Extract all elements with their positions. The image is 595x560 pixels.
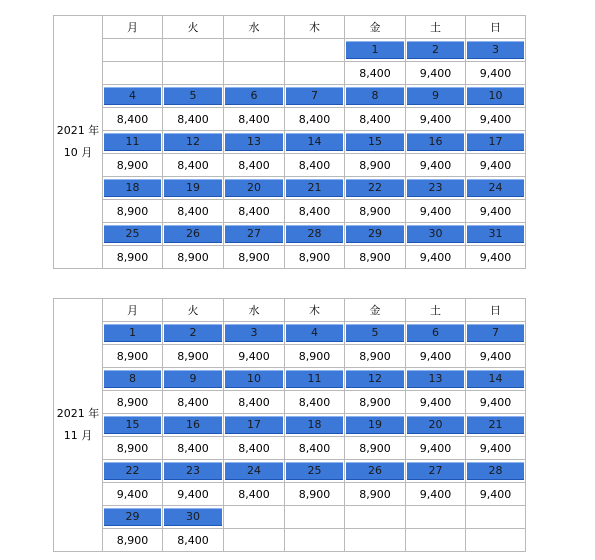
price-row [54,108,526,131]
date-chip[interactable]: 12 [346,370,404,388]
weekday-header: 水 [224,299,285,322]
date-chip[interactable]: 20 [407,416,464,434]
date-chip[interactable]: 1 [346,41,404,59]
price-cell: 8,400 [345,108,406,131]
date-cell[interactable] [103,177,163,200]
price-cell: 9,400 [406,437,466,460]
date-cell [163,39,224,62]
price-cell [103,62,163,85]
date-cell[interactable] [163,177,224,200]
price-row [54,246,526,269]
date-cell[interactable] [345,460,406,483]
price-cell: 8,900 [285,345,345,368]
date-chip[interactable]: 24 [467,179,524,197]
price-cell: 8,400 [285,437,345,460]
date-cell [406,506,466,529]
weekday-header: 火 [163,16,224,39]
date-row [54,131,526,154]
date-chip[interactable]: 28 [286,225,343,243]
price-row [54,200,526,223]
date-chip[interactable]: 6 [407,324,464,342]
date-cell[interactable] [406,223,466,246]
price-row [54,154,526,177]
date-cell[interactable] [466,131,526,154]
date-chip[interactable]: 30 [164,508,222,526]
weekday-header-row [54,299,526,322]
date-cell[interactable] [406,460,466,483]
date-cell[interactable] [345,85,406,108]
price-row [54,62,526,85]
price-cell: 8,400 [345,62,406,85]
date-chip[interactable]: 2 [164,324,222,342]
date-chip[interactable]: 10 [467,87,524,105]
date-chip[interactable]: 24 [225,462,283,480]
weekday-header: 土 [406,16,466,39]
price-cell [285,62,345,85]
price-row [54,437,526,460]
date-cell[interactable] [285,131,345,154]
price-cell: 9,400 [466,246,526,269]
date-cell[interactable] [224,131,285,154]
date-cell[interactable] [345,39,406,62]
price-cell: 8,900 [103,154,163,177]
price-cell: 9,400 [224,345,285,368]
weekday-header: 木 [285,16,345,39]
date-cell[interactable] [163,506,224,529]
year-label: 2021 年 [56,124,100,137]
month-label: 11 月 [63,429,93,442]
date-chip[interactable]: 16 [164,416,222,434]
price-cell: 9,400 [406,200,466,223]
date-chip[interactable]: 2 [407,41,464,59]
date-chip[interactable]: 18 [104,179,161,197]
price-cell: 8,900 [103,437,163,460]
price-cell: 9,400 [466,200,526,223]
date-chip[interactable]: 15 [104,416,161,434]
date-cell[interactable] [466,223,526,246]
date-cell[interactable] [224,223,285,246]
weekday-header: 土 [406,299,466,322]
date-chip[interactable]: 22 [346,179,404,197]
price-cell [466,529,526,552]
date-cell[interactable] [224,460,285,483]
date-chip[interactable]: 25 [104,225,161,243]
date-chip[interactable]: 11 [104,133,161,151]
price-cell: 9,400 [103,483,163,506]
price-cell: 8,900 [103,391,163,414]
date-cell[interactable] [406,177,466,200]
date-cell[interactable] [466,460,526,483]
date-cell[interactable] [103,322,163,345]
price-cell: 8,400 [163,154,224,177]
price-cell: 8,900 [345,154,406,177]
date-cell[interactable] [163,85,224,108]
date-cell [466,506,526,529]
month-label: 10 月 [63,146,93,159]
date-chip[interactable]: 18 [286,416,343,434]
date-row [54,322,526,345]
price-cell: 8,900 [345,200,406,223]
price-cell [345,529,406,552]
price-cell: 8,900 [345,391,406,414]
price-cell: 9,400 [466,154,526,177]
weekday-header: 日 [466,299,526,322]
date-cell[interactable] [103,85,163,108]
price-cell: 8,400 [224,483,285,506]
date-row [54,177,526,200]
date-row [54,223,526,246]
date-chip[interactable]: 19 [346,416,404,434]
date-cell[interactable] [103,460,163,483]
date-cell[interactable] [224,414,285,437]
date-chip[interactable]: 23 [164,462,222,480]
month-label-cell [54,299,103,552]
date-chip[interactable]: 3 [467,41,524,59]
date-cell[interactable] [406,368,466,391]
date-chip[interactable]: 3 [225,324,283,342]
date-chip[interactable]: 1 [104,324,161,342]
weekday-header: 金 [345,16,406,39]
price-cell: 8,400 [224,200,285,223]
date-cell[interactable] [285,223,345,246]
price-cell: 8,400 [224,437,285,460]
price-cell [406,529,466,552]
date-chip[interactable]: 21 [286,179,343,197]
price-cell: 9,400 [406,391,466,414]
date-chip[interactable]: 17 [467,133,524,151]
date-chip[interactable]: 26 [164,225,222,243]
weekday-header: 火 [163,299,224,322]
price-cell: 8,900 [103,345,163,368]
price-cell: 9,400 [466,437,526,460]
price-cell: 8,900 [163,345,224,368]
date-cell[interactable] [285,368,345,391]
date-chip[interactable]: 19 [164,179,222,197]
date-cell[interactable] [345,223,406,246]
price-cell: 8,900 [103,200,163,223]
price-cell: 9,400 [406,108,466,131]
date-chip[interactable]: 5 [346,324,404,342]
price-cell: 8,900 [224,246,285,269]
price-cell: 9,400 [406,246,466,269]
date-chip[interactable]: 6 [225,87,283,105]
date-row [54,414,526,437]
date-cell [224,506,285,529]
date-row [54,506,526,529]
price-cell: 8,400 [285,108,345,131]
price-cell [224,529,285,552]
price-cell: 8,400 [163,529,224,552]
weekday-header: 水 [224,16,285,39]
date-cell[interactable] [406,39,466,62]
price-cell: 8,400 [163,108,224,131]
price-cell: 8,900 [345,483,406,506]
price-cell: 9,400 [406,62,466,85]
date-chip[interactable]: 22 [104,462,161,480]
price-cell: 8,400 [224,154,285,177]
price-cell: 8,900 [163,246,224,269]
price-cell: 9,400 [466,345,526,368]
date-cell[interactable] [224,177,285,200]
date-cell[interactable] [103,131,163,154]
date-cell[interactable] [224,85,285,108]
date-chip[interactable]: 26 [346,462,404,480]
price-cell [163,62,224,85]
date-chip[interactable]: 23 [407,179,464,197]
price-cell: 8,900 [345,437,406,460]
date-cell [285,506,345,529]
date-chip[interactable]: 4 [286,324,343,342]
price-cell: 8,400 [285,154,345,177]
weekday-header: 金 [345,299,406,322]
price-cell: 9,400 [466,391,526,414]
date-chip[interactable]: 29 [104,508,161,526]
date-chip[interactable]: 28 [467,462,524,480]
date-chip[interactable]: 14 [286,133,343,151]
price-row [54,529,526,552]
price-cell: 9,400 [466,62,526,85]
date-chip[interactable]: 4 [104,87,161,105]
date-chip[interactable]: 25 [286,462,343,480]
date-cell[interactable] [285,85,345,108]
date-chip[interactable]: 5 [164,87,222,105]
price-cell [224,62,285,85]
price-cell: 9,400 [406,345,466,368]
date-chip[interactable]: 7 [467,324,524,342]
price-cell: 8,400 [285,200,345,223]
price-cell: 8,400 [285,391,345,414]
year-label: 2021 年 [56,407,100,420]
date-chip[interactable]: 27 [407,462,464,480]
date-cell[interactable] [285,460,345,483]
date-chip[interactable]: 12 [164,133,222,151]
date-cell[interactable] [466,85,526,108]
date-row [54,368,526,391]
price-cell: 8,400 [224,391,285,414]
date-chip[interactable]: 13 [407,370,464,388]
date-chip[interactable]: 27 [225,225,283,243]
weekday-header: 月 [103,16,163,39]
date-cell[interactable] [466,414,526,437]
date-cell[interactable] [345,131,406,154]
date-cell[interactable] [466,322,526,345]
date-cell [345,506,406,529]
price-row [54,345,526,368]
date-cell[interactable] [163,460,224,483]
date-cell [285,39,345,62]
price-cell: 8,900 [285,246,345,269]
date-cell[interactable] [406,85,466,108]
date-chip[interactable]: 15 [346,133,404,151]
date-cell[interactable] [163,414,224,437]
date-cell[interactable] [163,131,224,154]
date-cell[interactable] [285,414,345,437]
price-cell: 8,400 [163,200,224,223]
price-cell: 8,900 [285,483,345,506]
price-row [54,391,526,414]
date-cell[interactable] [103,506,163,529]
date-chip[interactable]: 20 [225,179,283,197]
date-cell[interactable] [345,368,406,391]
date-chip[interactable]: 14 [467,370,524,388]
date-chip[interactable]: 17 [225,416,283,434]
price-cell: 8,900 [345,246,406,269]
weekday-header-row [54,16,526,39]
date-cell[interactable] [345,322,406,345]
price-cell: 8,900 [103,529,163,552]
date-cell[interactable] [466,368,526,391]
price-cell: 9,400 [406,154,466,177]
price-row [54,483,526,506]
date-cell [224,39,285,62]
date-cell[interactable] [285,322,345,345]
price-cell [285,529,345,552]
date-chip[interactable]: 29 [346,225,404,243]
date-cell[interactable] [345,177,406,200]
price-cell: 9,400 [466,483,526,506]
date-chip[interactable]: 10 [225,370,283,388]
date-chip[interactable]: 8 [346,87,404,105]
date-cell[interactable] [163,223,224,246]
price-cell: 8,900 [345,345,406,368]
date-chip[interactable]: 9 [407,87,464,105]
price-cell: 8,400 [163,391,224,414]
price-cell: 8,400 [103,108,163,131]
date-row [54,39,526,62]
date-chip[interactable]: 8 [104,370,161,388]
date-chip[interactable]: 21 [467,416,524,434]
weekday-header: 日 [466,16,526,39]
date-chip[interactable]: 9 [164,370,222,388]
weekday-header: 木 [285,299,345,322]
month-label-cell [54,16,103,269]
november-calendar [53,298,526,552]
price-cell: 9,400 [163,483,224,506]
date-cell[interactable] [224,368,285,391]
date-row [54,85,526,108]
date-cell[interactable] [406,414,466,437]
price-cell: 9,400 [466,108,526,131]
date-row [54,460,526,483]
date-cell[interactable] [224,322,285,345]
date-chip[interactable]: 7 [286,87,343,105]
price-cell: 8,400 [163,437,224,460]
october-calendar [53,15,526,269]
date-cell[interactable] [406,322,466,345]
date-chip[interactable]: 13 [225,133,283,151]
date-chip[interactable]: 16 [407,133,464,151]
date-cell[interactable] [103,223,163,246]
date-cell[interactable] [163,368,224,391]
price-cell: 9,400 [406,483,466,506]
weekday-header: 月 [103,299,163,322]
date-cell[interactable] [406,131,466,154]
date-chip[interactable]: 11 [286,370,343,388]
date-chip[interactable]: 31 [467,225,524,243]
price-cell: 8,400 [224,108,285,131]
date-cell[interactable] [103,368,163,391]
date-cell[interactable] [345,414,406,437]
date-cell [103,39,163,62]
date-cell[interactable] [466,39,526,62]
date-chip[interactable]: 30 [407,225,464,243]
date-cell[interactable] [285,177,345,200]
date-cell[interactable] [163,322,224,345]
price-cell: 8,900 [103,246,163,269]
date-cell[interactable] [103,414,163,437]
date-cell[interactable] [466,177,526,200]
